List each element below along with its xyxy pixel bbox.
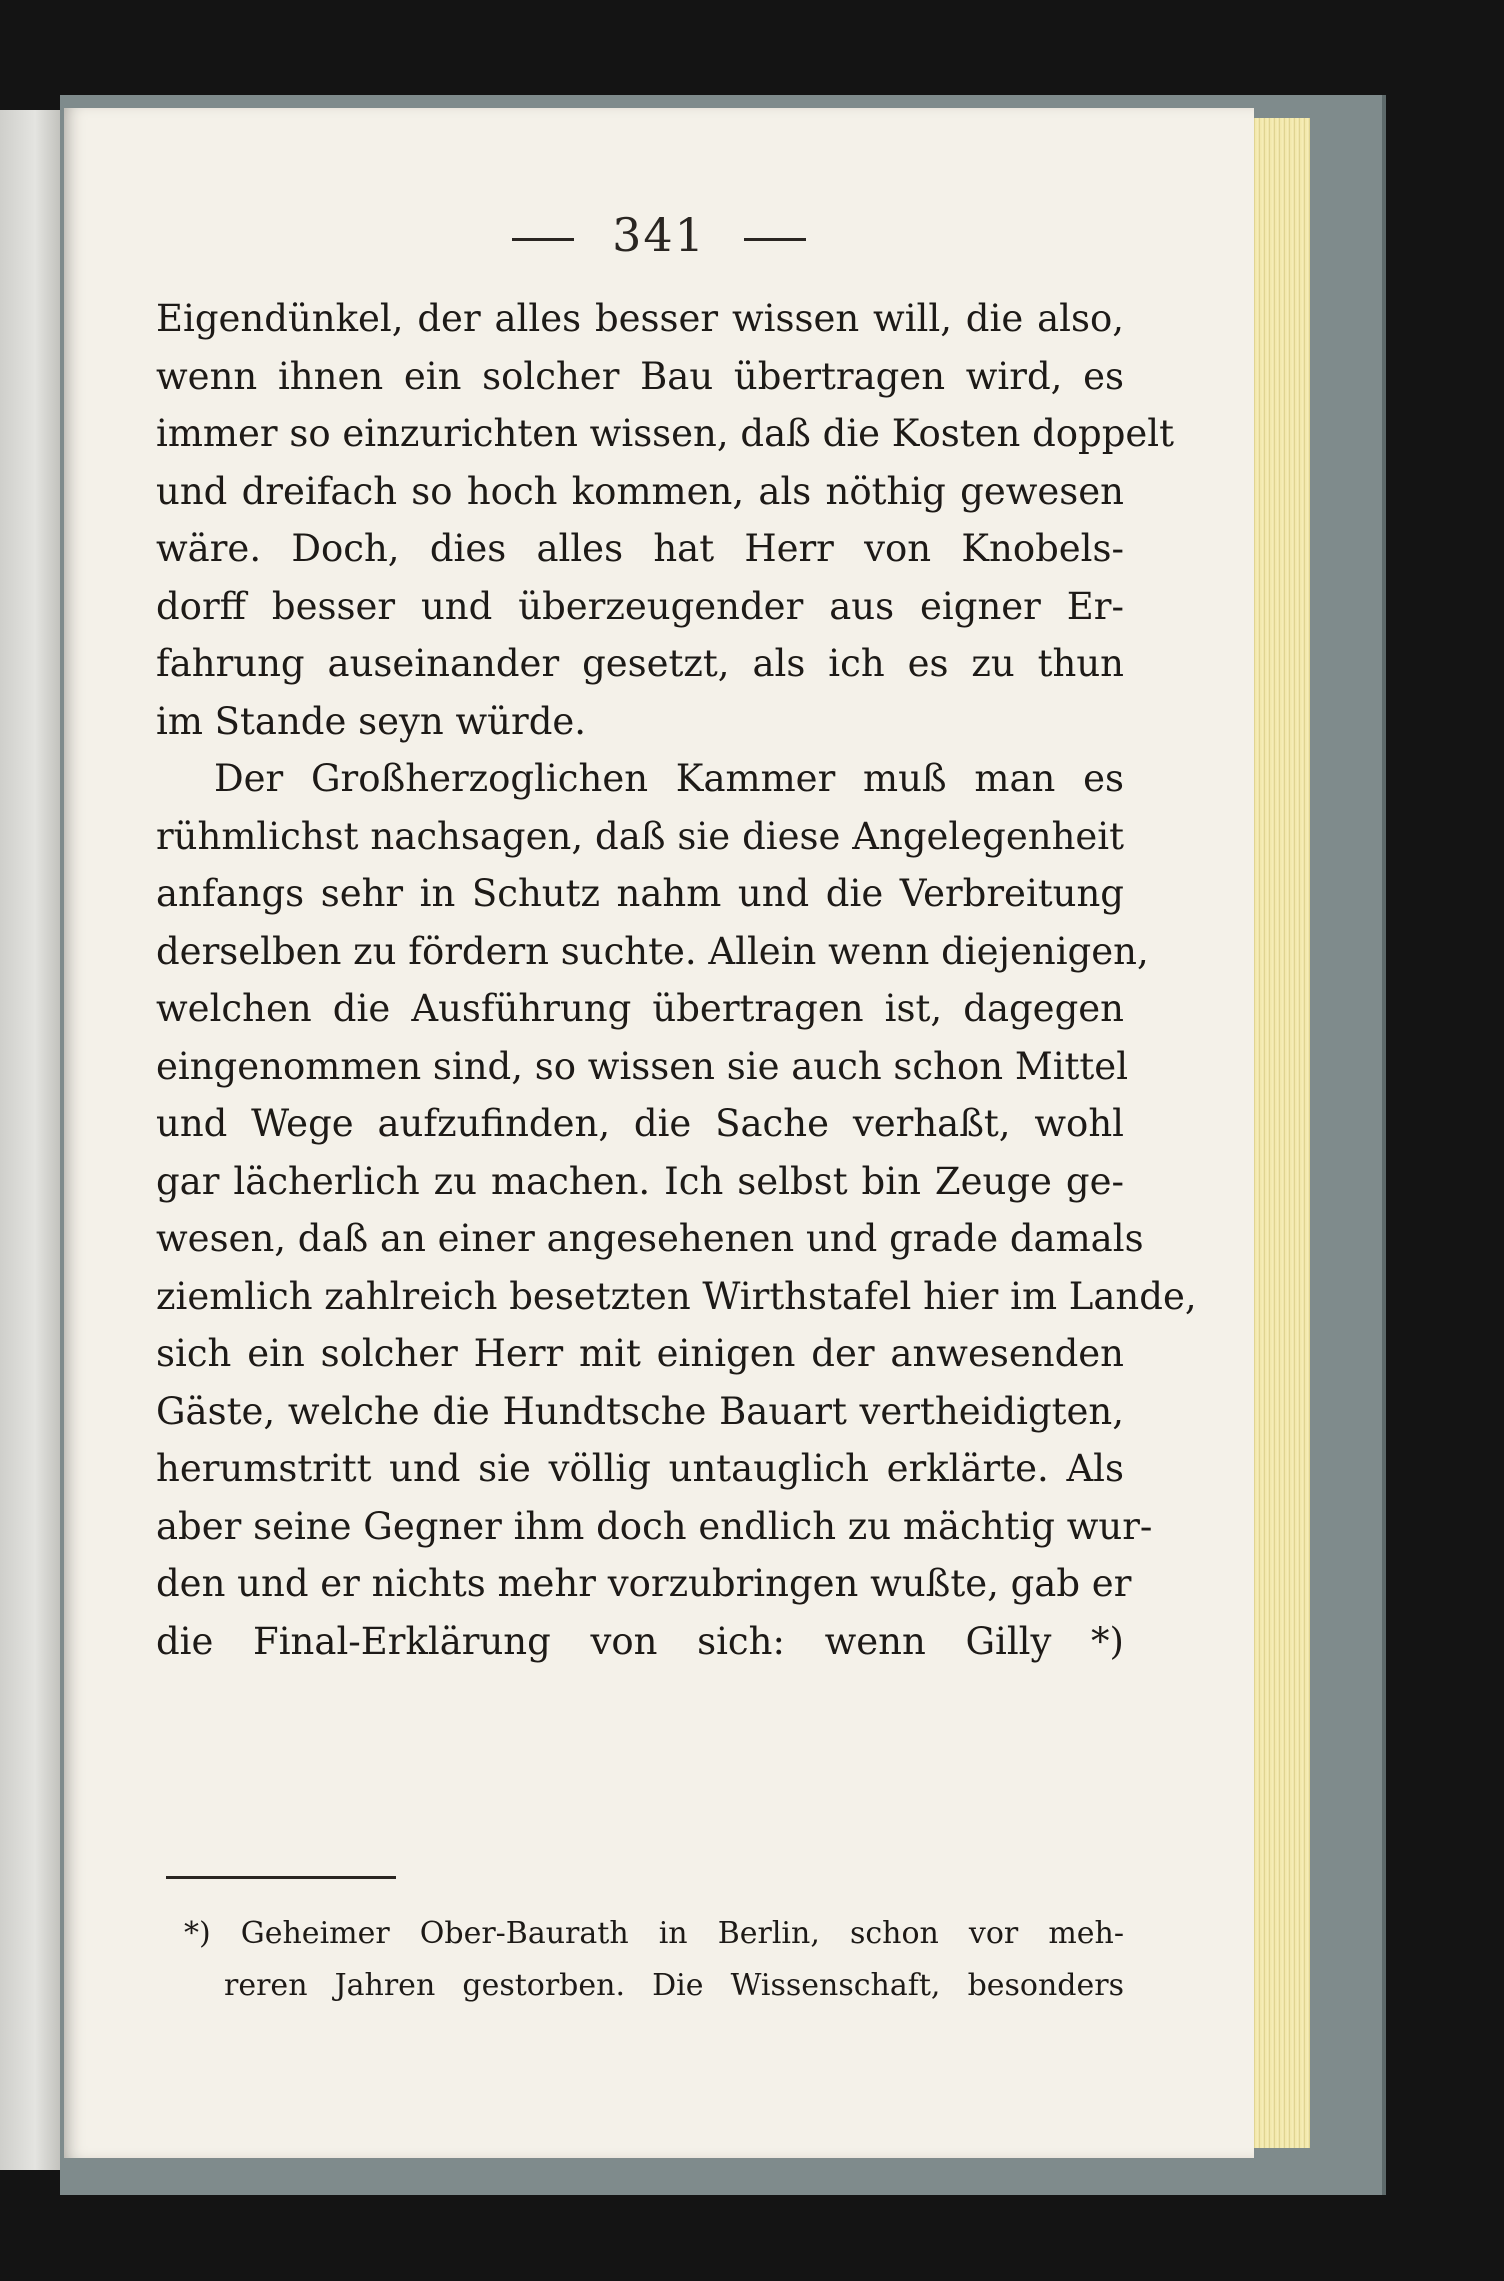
text-line: Der Großherzoglichen Kammer muß man es [214,757,1124,800]
text-line: ziemlich zahlreich besetzten Wirthstafel hier im Lande, [156,1274,1197,1318]
book-page [64,108,1254,2158]
body-text [156,290,1197,1670]
page-number: 341 [612,208,706,262]
page-header [64,208,1254,262]
text-line: im Stande seyn würde. [156,699,587,743]
footnote-rule [166,1876,396,1879]
footnote [184,1908,1124,2012]
footnote-line: *) Geheimer Ober-Baurath in Berlin, schon vor meh- [184,1916,1124,1951]
header-dash-left [512,238,574,241]
text-line: Eigendünkel, der alles besser wissen will, die also, [156,297,1124,340]
text-line: und Wege aufzufinden, die Sache verhaßt, wohl [156,1102,1124,1145]
text-line: und dreifach so hoch kommen, als nöthig gewesen [156,469,1124,513]
text-line: den und er nichts mehr vorzubringen wußte, gab er [156,1562,1132,1605]
text-line: wesen, daß an einer angesehenen und grade damals [156,1217,1144,1260]
text-line: sich ein solcher Herr mit einigen der anwesenden [156,1332,1124,1375]
text-line: Gäste, welche die Hundtsche Bauart vertheidigten, [156,1389,1124,1433]
text-line: gar lächerlich zu machen. Ich selbst bin Zeuge ge- [156,1159,1124,1203]
text-line: wäre. Doch, dies alles hat Herr von Knobels- [156,527,1124,570]
facing-page-edge [0,110,64,2170]
text-line: eingenommen sind, so wissen sie auch schon Mittel [156,1044,1129,1088]
text-line: die Final-Erklärung von sich: wenn Gilly *) [156,1619,1124,1663]
text-line: fahrung auseinander gesetzt, als ich es zu thun [156,642,1124,685]
text-line: dorff besser und überzeugender aus eigner Er- [156,584,1124,628]
text-line: welchen die Ausführung übertragen ist, dagegen [156,987,1124,1030]
text-line: herumstritt und sie völlig untauglich erklärte. Als [156,1447,1124,1490]
text-line: immer so einzurichten wissen, daß die Kosten doppelt [156,412,1175,455]
text-line: wenn ihnen ein solcher Bau übertragen wird, es [156,354,1124,398]
text-line: rühmlichst nachsagen, daß sie diese Angelegenheit [156,814,1124,858]
text-line: derselben zu fördern suchte. Allein wenn diejenigen, [156,929,1149,973]
text-line: anfangs sehr in Schutz nahm und die Verbreitung [156,872,1124,915]
header-dash-right [744,238,806,241]
footnote-line: reren Jahren gestorben. Die Wissenschaft, besonders [224,1968,1124,2003]
text-line: aber seine Gegner ihm doch endlich zu mächtig wur- [156,1504,1153,1548]
